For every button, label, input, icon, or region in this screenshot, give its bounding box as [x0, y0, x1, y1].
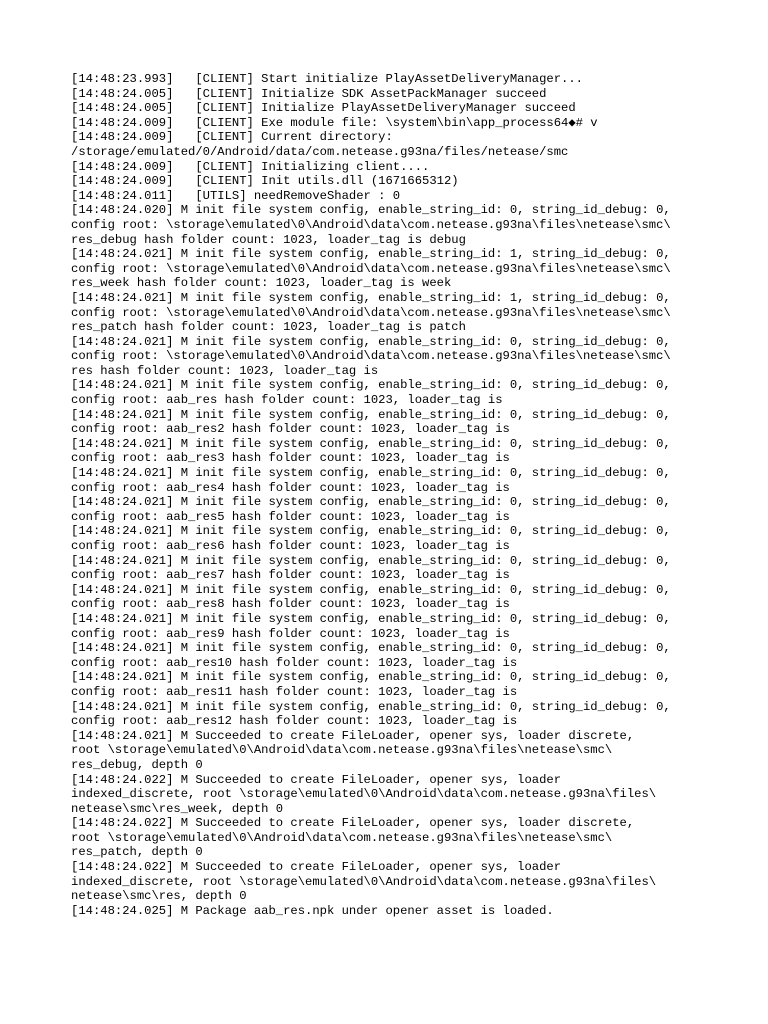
log-line: config root: aab_res7 hash folder count: 1023, loader_tag is [71, 568, 510, 583]
log-line: [14:48:24.021] M init file system config, enable_string_id: 0, string_id_debug: 0, [71, 524, 671, 539]
log-line: [14:48:24.005] [CLIENT] Initialize PlayAssetDeliveryManager succeed [71, 101, 576, 116]
log-line: [14:48:24.009] [CLIENT] Exe module file: \system\bin\app_process64◆# v [71, 115, 598, 130]
log-line: [14:48:24.021] M init file system config, enable_string_id: 0, string_id_debug: 0, [71, 495, 671, 510]
log-line: [14:48:24.021] M init file system config, enable_string_id: 0, string_id_debug: 0, [71, 582, 671, 597]
log-line: res_week hash folder count: 1023, loader_tag is week [71, 276, 452, 291]
log-line: indexed_discrete, root \storage\emulated\0\Android\data\com.netease.g93na\files\ [71, 874, 657, 889]
log-line: [14:48:24.021] M init file system config, enable_string_id: 0, string_id_debug: 0, [71, 553, 671, 568]
log-line: root \storage\emulated\0\Android\data\com.netease.g93na\files\netease\smc\ [71, 830, 613, 845]
log-line: [14:48:24.009] [CLIENT] Init utils.dll (1671665312) [71, 174, 459, 189]
log-line: [14:48:24.021] M init file system config, enable_string_id: 0, string_id_debug: 0, [71, 641, 671, 656]
log-text-block [71, 72, 711, 918]
log-line: /storage/emulated/0/Android/data/com.netease.g93na/files/netease/smc [71, 144, 569, 159]
log-line: res_debug, depth 0 [71, 757, 203, 772]
log-line: [14:48:24.021] M init file system config, enable_string_id: 0, string_id_debug: 0, [71, 407, 671, 422]
log-line: config root: aab_res11 hash folder count: 1023, loader_tag is [71, 684, 518, 699]
log-line: config root: \storage\emulated\0\Android\data\com.netease.g93na\files\netease\smc\ [71, 217, 671, 232]
log-line: config root: aab_res8 hash folder count: 1023, loader_tag is [71, 597, 510, 612]
log-line: [14:48:24.009] [CLIENT] Current directory: [71, 130, 393, 145]
log-line: [14:48:24.022] M Succeeded to create FileLoader, opener sys, loader discrete, [71, 816, 635, 831]
log-line: config root: aab_res9 hash folder count: 1023, loader_tag is [71, 626, 510, 641]
log-line: config root: aab_res3 hash folder count: 1023, loader_tag is [71, 451, 510, 466]
log-line: config root: \storage\emulated\0\Android\data\com.netease.g93na\files\netease\smc\ [71, 305, 671, 320]
log-line: config root: aab_res hash folder count: 1023, loader_tag is [71, 393, 503, 408]
log-line: [14:48:24.021] M init file system config, enable_string_id: 0, string_id_debug: 0, [71, 436, 671, 451]
log-line: config root: aab_res2 hash folder count: 1023, loader_tag is [71, 422, 510, 437]
log-line: [14:48:23.993] [CLIENT] Start initialize PlayAssetDeliveryManager... [71, 72, 583, 86]
log-line: [14:48:24.025] M Package aab_res.npk under opener asset is loaded. [71, 903, 554, 918]
log-line: config root: \storage\emulated\0\Android\data\com.netease.g93na\files\netease\smc\ [71, 261, 671, 276]
log-line: res_patch hash folder count: 1023, loader_tag is patch [71, 320, 466, 335]
log-line: res_debug hash folder count: 1023, loader_tag is debug [71, 232, 466, 247]
log-line: [14:48:24.021] M init file system config, enable_string_id: 0, string_id_debug: 0, [71, 670, 671, 685]
log-line: netease\smc\res_week, depth 0 [71, 801, 284, 816]
log-line: [14:48:24.022] M Succeeded to create FileLoader, opener sys, loader [71, 772, 562, 787]
log-line: config root: aab_res10 hash folder count: 1023, loader_tag is [71, 655, 518, 670]
log-line: netease\smc\res, depth 0 [71, 889, 247, 904]
log-line: config root: aab_res5 hash folder count: 1023, loader_tag is [71, 509, 510, 524]
log-line: [14:48:24.009] [CLIENT] Initializing client.... [71, 159, 430, 174]
log-line: [14:48:24.021] M init file system config, enable_string_id: 1, string_id_debug: 0, [71, 247, 671, 262]
log-line: [14:48:24.021] M init file system config, enable_string_id: 0, string_id_debug: 0, [71, 378, 671, 393]
log-line: [14:48:24.011] [UTILS] needRemoveShader : 0 [71, 188, 401, 203]
log-line: res_patch, depth 0 [71, 845, 203, 860]
log-line: config root: aab_res4 hash folder count: 1023, loader_tag is [71, 480, 510, 495]
log-line: res hash folder count: 1023, loader_tag is [71, 363, 379, 378]
log-line: config root: aab_res6 hash folder count: 1023, loader_tag is [71, 539, 510, 553]
log-line: [14:48:24.021] M init file system config, enable_string_id: 1, string_id_debug: 0, [71, 290, 671, 305]
log-line: [14:48:24.021] M init file system config, enable_string_id: 0, string_id_debug: 0, [71, 466, 671, 481]
log-line: [14:48:24.005] [CLIENT] Initialize SDK AssetPackManager succeed [71, 86, 547, 101]
log-line: [14:48:24.021] M init file system config, enable_string_id: 0, string_id_debug: 0, [71, 611, 671, 626]
log-line: [14:48:24.022] M Succeeded to create FileLoader, opener sys, loader [71, 860, 562, 875]
log-line: [14:48:24.021] M init file system config, enable_string_id: 0, string_id_debug: 0, [71, 699, 671, 714]
log-line: config root: aab_res12 hash folder count: 1023, loader_tag is [71, 714, 518, 729]
log-line: [14:48:24.021] M init file system config, enable_string_id: 0, string_id_debug: 0, [71, 334, 671, 349]
log-line: config root: \storage\emulated\0\Android\data\com.netease.g93na\files\netease\smc\ [71, 349, 671, 364]
log-line: [14:48:24.020] M init file system config, enable_string_id: 0, string_id_debug: 0, [71, 203, 671, 218]
log-line: root \storage\emulated\0\Android\data\com.netease.g93na\files\netease\smc\ [71, 743, 613, 758]
log-line: indexed_discrete, root \storage\emulated\0\Android\data\com.netease.g93na\files\ [71, 787, 657, 802]
log-page [71, 72, 711, 918]
log-line: [14:48:24.021] M Succeeded to create FileLoader, opener sys, loader discrete, [71, 728, 635, 743]
